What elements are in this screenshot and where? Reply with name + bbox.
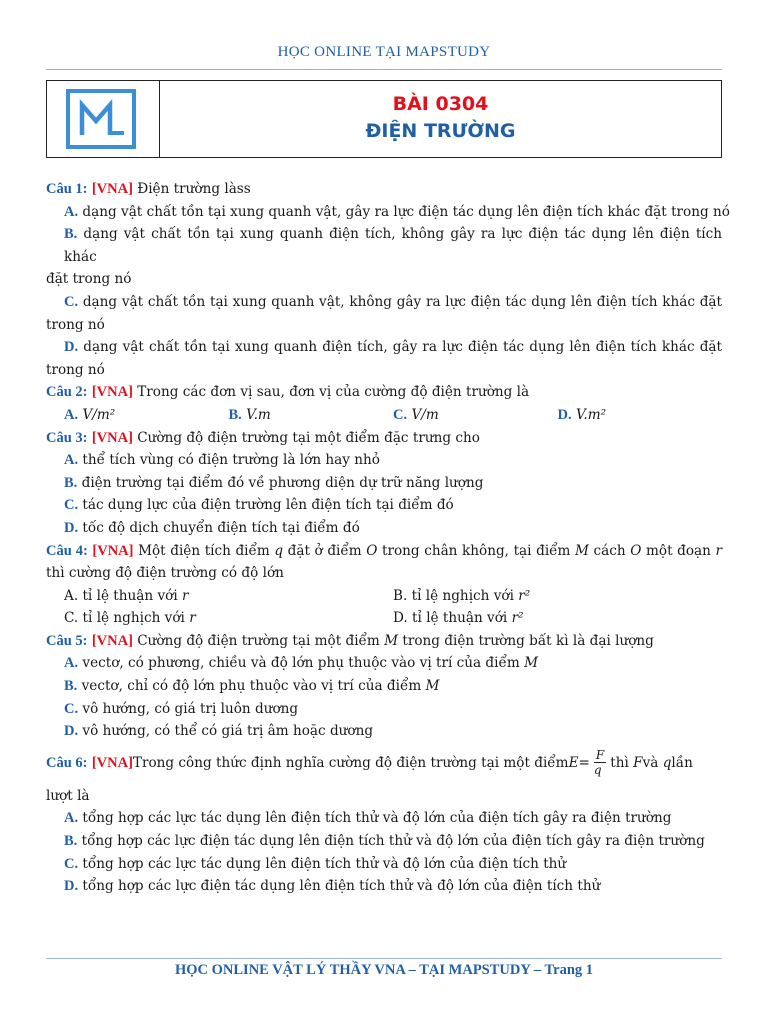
question-2-options — [46, 404, 722, 427]
option-a: A. vectơ, có phương, chiều và độ lớn phụ thuộc vào vị trí của điểm M — [64, 655, 538, 672]
question-4-options-row2 — [46, 607, 722, 630]
question-6-stem: Câu 6: [VNA] Trong công thức định nghĩa cường độ điện trường tại một điểm E = $\frac{F}{q}$ thì F và q lần — [46, 748, 693, 778]
question-2-stem: Câu 2: [VNA] Trong các đơn vị sau, đơn vị của cường độ điện trường là — [46, 384, 530, 401]
footer-divider — [46, 958, 722, 959]
vna-tag: [VNA] — [91, 181, 133, 197]
page-header: HỌC ONLINE TẠI MAPSTUDY — [277, 44, 491, 60]
option-d: D. tổng hợp các lực điện tác dụng lên điện tích thử và độ lớn của điện tích thử — [64, 878, 601, 895]
option-a: A. V/m² — [64, 406, 116, 423]
option-c: C. vô hướng, có giá trị luôn dương — [64, 700, 299, 717]
option-d: D. tỉ lệ thuận với r² — [393, 610, 524, 627]
option-c: C. tỉ lệ nghịch với r — [64, 610, 196, 627]
question-6-stem-cont: lượt là — [46, 787, 90, 804]
question-3-stem: Câu 3: [VNA] Cường độ điện trường tại một điểm đặc trưng cho — [46, 429, 480, 446]
question-label: Câu 1: — [46, 181, 88, 197]
option-a: A. dạng vật chất tồn tại xung quanh vật, gây ra lực điện tác dụng lên điện tích khác đặt trong nó — [64, 203, 730, 220]
option-a: A. thể tích vùng có điện trường là lớn hay nhỏ — [64, 452, 380, 469]
option-c-cont: trong nó — [46, 316, 105, 333]
title-cell — [160, 81, 721, 157]
option-d: D. tốc độ dịch chuyển điện tích tại điểm đó — [64, 519, 360, 536]
question-1-stem — [46, 178, 722, 201]
option-d: D. vô hướng, có thể có giá trị âm hoặc dương — [64, 723, 374, 740]
formula-fraction: $\frac{F}{q}$ — [593, 748, 605, 778]
option-b: B. tỉ lệ nghịch với r² — [393, 587, 531, 604]
question-text: Điện trường làss — [132, 181, 251, 197]
question-4-stem-cont: thì cường độ điện trường có độ lớn — [46, 565, 284, 582]
option-c: C. tổng hợp các lực tác dụng lên điện tích thử và độ lớn của điện tích thử — [64, 855, 567, 872]
option-b: B. tổng hợp các lực điện tác dụng lên điện tích thử và độ lớn của điện tích gây ra điện trường — [64, 833, 705, 850]
option-b: B. dạng vật chất tồn tại xung quanh điện tích, không gây ra lực điện tác dụng lên điện tích khác — [64, 226, 722, 265]
page-footer: HỌC ONLINE VẬT LÝ THẦY VNA – TẠI MAPSTUDY – Trang 1 — [174, 962, 594, 978]
option-c: C. tác dụng lực của điện trường lên điện tích tại điểm đó — [64, 497, 454, 514]
question-4-stem: Câu 4: [VNA] Một điện tích điểm q đặt ở điểm O trong chân không, tại điểm M cách O một đoạn r — [46, 542, 722, 559]
option-b: B. vectơ, chỉ có độ lớn phụ thuộc vào vị trí của điểm M — [64, 678, 440, 695]
option-c: C. V/m — [393, 406, 439, 423]
option-d-cont: trong nó — [46, 361, 105, 378]
option-b-cont: đặt trong nó — [46, 271, 132, 288]
header-divider — [46, 69, 722, 70]
option-a: A. tỉ lệ thuận với r — [64, 587, 189, 604]
logo-cell — [47, 81, 160, 157]
lesson-topic: ĐIỆN TRƯỜNG — [365, 120, 516, 142]
title-box — [46, 80, 722, 158]
question-list — [46, 178, 730, 898]
option-b: B. điện trường tại điểm đó về phương diện dự trữ năng lượng — [64, 474, 484, 491]
option-c: C. dạng vật chất tồn tại xung quanh vật, không gây ra lực điện tác dụng lên điện tích khác đặt — [64, 293, 722, 310]
option-a: A. tổng hợp các lực tác dụng lên điện tích thử và độ lớn của điện tích gây ra điện trường — [64, 810, 672, 827]
lesson-number: BÀI 0304 — [392, 93, 489, 115]
option-d: D. dạng vật chất tồn tại xung quanh điện tích, gây ra lực điện tác dụng lên điện tích khác đặt — [64, 339, 722, 356]
question-5-stem: Câu 5: [VNA] Cường độ điện trường tại một điểm M trong điện trường bất kì là đại lượng — [46, 632, 654, 649]
mapstudy-logo-icon — [66, 89, 136, 149]
question-4-options-row1 — [46, 585, 722, 608]
option-b: B. V.m — [228, 406, 271, 423]
option-d: D. V.m² — [557, 406, 607, 423]
